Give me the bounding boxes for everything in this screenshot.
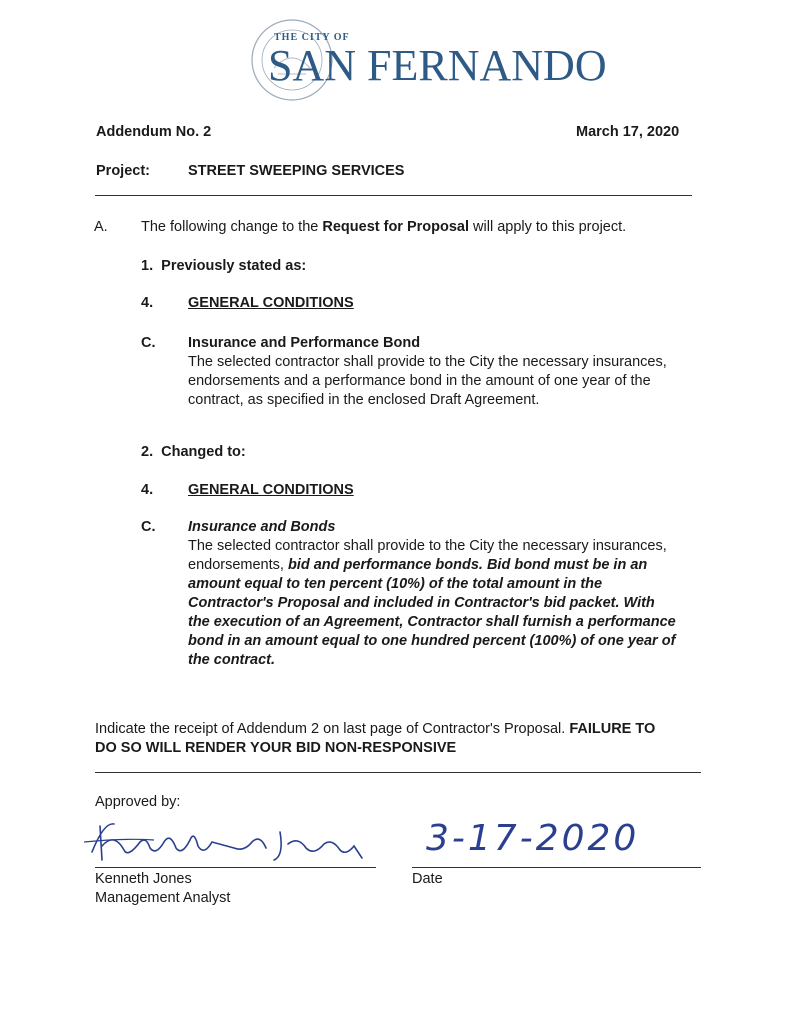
notice-warning-line: DO SO WILL RENDER YOUR BID NON-RESPONSIVE (95, 740, 457, 756)
signer-name: Kenneth Jones (95, 871, 192, 887)
changed-clause-line: The selected contractor shall provide to the City the necessary insurances, (188, 538, 667, 554)
changed-clause-line: bond in an amount equal to one hundred percent (100%) of one year of (188, 633, 676, 649)
previous-clause-line: endorsements and a performance bond in the amount of one year of the (188, 373, 651, 389)
notice-text: Indicate the receipt of Addendum 2 on last page of Contractor's Proposal. (95, 721, 570, 737)
section-letter: A. (94, 219, 108, 235)
addendum-date: March 17, 2020 (576, 124, 680, 140)
previous-heading: 1. Previously stated as: (141, 258, 307, 274)
changed-heading: 2. Changed to: (141, 444, 246, 460)
changed-clause-line (188, 556, 708, 575)
changed-clause-line: Contractor's Proposal and included in Contractor's bid packet. With (188, 595, 655, 611)
signer-title: Management Analyst (95, 890, 231, 906)
handwritten-date: 3-17-2020 (426, 818, 640, 859)
notice-warning: FAILURE TO (569, 721, 656, 737)
previous-item-title: GENERAL CONDITIONS (188, 295, 354, 311)
section-a-text (141, 218, 626, 237)
logo-small-text: THE CITY OF (274, 32, 350, 43)
previous-clause (188, 334, 708, 410)
changed-clause-line: the execution of an Agreement, Contractor shall furnish a performance (188, 614, 676, 630)
changed-clause-title: Insurance and Bonds (188, 519, 336, 535)
signature-icon (84, 812, 384, 870)
rfp-reference: Request for Proposal (322, 219, 470, 235)
section-a-text-post: will apply to this project. (469, 219, 627, 235)
previous-clause-line: contract, as specified in the enclosed Draft Agreement. (188, 392, 540, 408)
receipt-notice (95, 720, 715, 758)
changed-item-number: 4. (141, 482, 154, 498)
changed-sub-letter: C. (141, 519, 156, 535)
approved-by-label: Approved by: (95, 794, 181, 810)
signature-line (95, 867, 376, 868)
project-label: Project: (96, 163, 150, 179)
previous-clause-title: Insurance and Performance Bond (188, 335, 421, 351)
previous-sub-letter: C. (141, 335, 156, 351)
notice-line (95, 720, 715, 739)
notice-rule (95, 772, 701, 773)
changed-clause-line: amount equal to ten percent (10%) of the total amount in the (188, 576, 603, 592)
changed-item-title: GENERAL CONDITIONS (188, 482, 354, 498)
changed-line-pre: endorsements, (188, 557, 288, 573)
logo-big-text: SAN FERNANDO (268, 41, 607, 90)
addendum-number: Addendum No. 2 (96, 124, 212, 140)
previous-clause-line: The selected contractor shall provide to the City the necessary insurances, (188, 354, 667, 370)
date-line (412, 867, 701, 868)
date-label: Date (412, 871, 443, 887)
section-a-text-pre: The following change to the (141, 219, 323, 235)
changed-clause-line: the contract. (188, 652, 276, 668)
changed-clause (188, 518, 708, 670)
changed-line-emphasis: bid and performance bonds. Bid bond must be in an (287, 557, 648, 573)
header-rule (95, 195, 692, 196)
project-name: STREET SWEEPING SERVICES (188, 163, 405, 179)
previous-item-number: 4. (141, 295, 154, 311)
